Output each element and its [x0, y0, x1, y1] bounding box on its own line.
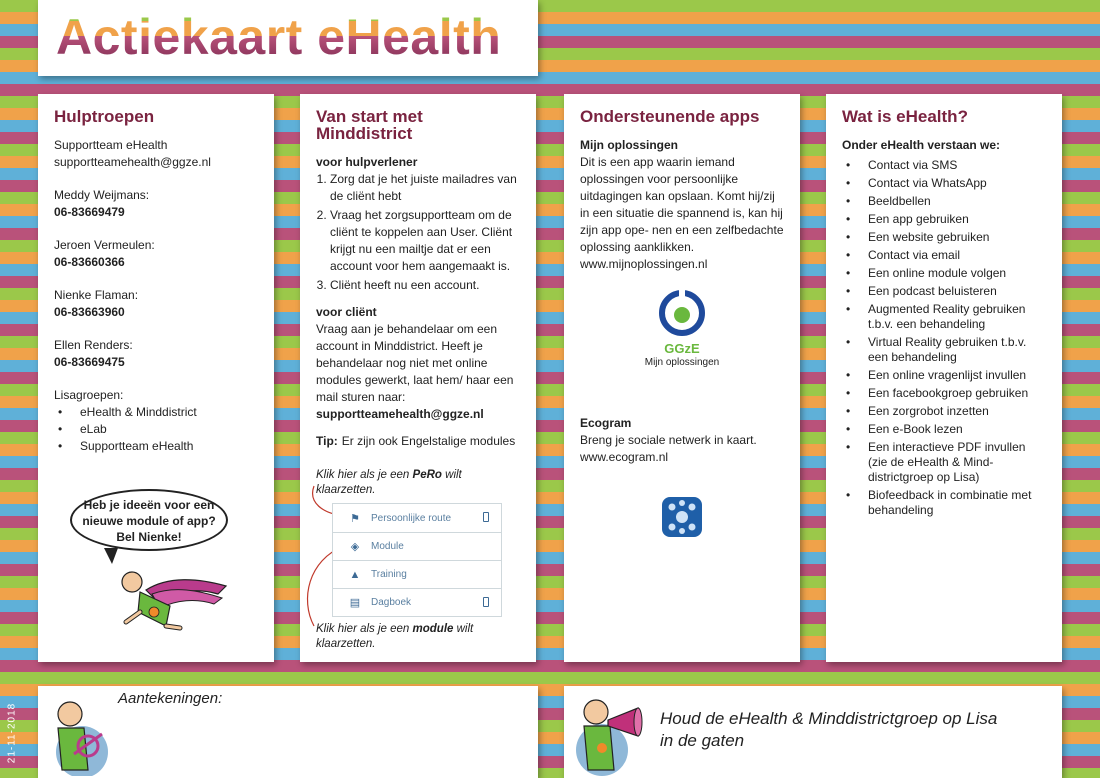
flag-icon: ⚑	[350, 512, 360, 525]
step-item: 2. Vraag het zorgsupportteam om de cliënt te koppelen aan User. Cliënt krijgt nu een mailtje dat er een account voor hem aangemaakt is.	[330, 207, 520, 275]
support-label: Supportteam eHealth	[54, 138, 168, 152]
tip-label: Tip:	[316, 434, 338, 448]
contact-phone: 06-83663960	[54, 305, 125, 319]
app1-url[interactable]: www.mijnoplossingen.nl	[580, 257, 708, 271]
book-icon: ▤	[349, 597, 361, 609]
bubble-text: Heb je ideeën voor een nieuwe module of app? Bel Nienke!	[82, 498, 216, 544]
ehealth-item: • Virtual Reality gebruiken t.b.v. een behandeling	[842, 335, 1046, 365]
step-item: 1. Zorg dat je het juiste mailadres van de cliënt hebt	[330, 171, 520, 205]
title-panel	[38, 0, 538, 76]
ehealth-item: • Een e-Book lezen	[842, 422, 1046, 437]
apps-panel	[564, 94, 800, 662]
client-text: Vraag aan je behandelaar om een account in Minddistrict. Heeft je behandelaar nog niet met online modules gewerkt, laat hem/ haar een mail sturen naar:	[316, 322, 514, 404]
speech-bubble	[70, 489, 228, 551]
steps-list	[316, 171, 520, 294]
menu-item-persoonlijke-route[interactable]: ⚑ Persoonlijke route	[333, 504, 501, 532]
contact-name: Nienke Flaman:	[54, 288, 139, 302]
ehealth-item: • Contact via WhatsApp	[842, 176, 1046, 191]
ehealth-item: • Een website gebruiken	[842, 230, 1046, 245]
ggze-logo-icon	[658, 289, 706, 337]
date-label	[4, 690, 20, 776]
lisa-group-item: • Supportteam eHealth	[54, 438, 258, 455]
contact-name: Jeroen Vermeulen:	[54, 238, 155, 252]
ggze-logo	[580, 289, 784, 369]
client-label: voor cliënt	[316, 305, 377, 319]
bubble-tail	[104, 548, 118, 564]
mobile-icon	[483, 512, 489, 522]
pero-note: Klik hier als je een PeRo wilt klaarzetten.	[316, 469, 462, 496]
cubes-icon: ◈	[350, 541, 360, 553]
notes-panel	[38, 686, 538, 778]
mobile-icon	[483, 597, 489, 607]
ehealth-item: • Een zorgrobot inzetten	[842, 404, 1046, 419]
contact-name: Ellen Renders:	[54, 338, 133, 352]
wat-intro: Onder eHealth verstaan we:	[842, 138, 1001, 152]
wat-panel	[826, 94, 1062, 662]
minddistrict-menu	[332, 503, 502, 617]
graduation-cap-icon: ▲	[349, 568, 361, 581]
menu-item-training[interactable]: ▲ Training	[333, 560, 501, 588]
contact-phone: 06-83669475	[54, 355, 125, 369]
client-email[interactable]: supportteamehealth@ggze.nl	[316, 407, 484, 421]
ehealth-item: • Een app gebruiken	[842, 212, 1046, 227]
megaphone-figure-icon	[572, 694, 652, 776]
ehealth-item: • Biofeedback in combinatie met behandeling	[842, 488, 1046, 518]
ehealth-item: • Een online module volgen	[842, 266, 1046, 281]
ecogram-app-icon	[661, 496, 703, 538]
support-email[interactable]: supportteamehealth@ggze.nl	[54, 155, 211, 169]
step-item: 3. Cliënt heeft nu een account.	[330, 277, 520, 294]
hulpverlener-label: voor hulpverlener	[316, 155, 418, 169]
module-note: Klik hier als je een module wilt klaarzetten.	[316, 623, 474, 650]
contact-name: Meddy Weijmans:	[54, 188, 150, 202]
app2-url[interactable]: www.ecogram.nl	[580, 450, 669, 464]
app2-name: Ecogram	[580, 416, 632, 430]
figure-with-pen-icon	[44, 694, 110, 776]
app1-text: Dit is een app waarin iemand oplossingen voor persoonlijke uitdagingen kan opslaan. Komt hij/zij in een situatie die spannend is, kan hij zijn app ope- nen en een zelfbedachte oplossing aanklikken.	[580, 155, 784, 254]
lisa-label: Lisagroepen:	[54, 388, 124, 402]
tip-text: Er zijn ook Engelstalige modules	[341, 434, 516, 448]
tip-row	[316, 433, 520, 450]
ehealth-item: • Beeldbellen	[842, 194, 1046, 209]
ehealth-item: • Een podcast beluisteren	[842, 284, 1046, 299]
app1-name: Mijn oplossingen	[580, 138, 678, 152]
notes-label: Aantekeningen:	[118, 690, 223, 707]
lisa-group-item: • eHealth & Minddistrict	[54, 404, 258, 421]
lisa-reminder-text: Houd de eHealth & Minddistrictgroep op Lisa in de gaten	[660, 709, 998, 750]
date-text: 21-11-2018	[6, 702, 18, 764]
app2-text: Breng je sociale netwerk in kaart.	[580, 433, 757, 447]
lisa-group-list	[54, 404, 258, 455]
page-title: Actiekaart eHealth	[56, 9, 502, 65]
lisa-reminder-panel	[564, 686, 1062, 778]
ehealth-item: • Augmented Reality gebruiken t.b.v. een behandeling	[842, 302, 1046, 332]
logo-caption: Mijn oplossingen	[644, 357, 720, 368]
wat-heading: Wat is eHealth?	[842, 107, 968, 126]
ehealth-item: • Een facebookgroep gebruiken	[842, 386, 1046, 401]
ehealth-item: • Contact via email	[842, 248, 1046, 263]
minddistrict-heading: Van start met Minddistrict	[316, 107, 423, 143]
menu-item-module[interactable]: ◈ Module	[333, 532, 501, 560]
contact-phone: 06-83669479	[54, 205, 125, 219]
ehealth-list	[842, 158, 1046, 518]
superhero-figure-icon	[118, 568, 230, 636]
apps-heading: Ondersteunende apps	[580, 107, 760, 126]
menu-item-dagboek[interactable]: ▤ Dagboek	[333, 588, 501, 616]
hulptroepen-heading: Hulptroepen	[54, 107, 155, 126]
logo-brand: GGzE	[664, 341, 700, 356]
ehealth-item: • Contact via SMS	[842, 158, 1046, 173]
ehealth-item: • Een interactieve PDF invullen (zie de eHealth & Mind- districtgroep op Lisa)	[842, 440, 1046, 485]
ehealth-item: • Een online vragenlijst invullen	[842, 368, 1046, 383]
lisa-group-item: • eLab	[54, 421, 258, 438]
contact-phone: 06-83660366	[54, 255, 125, 269]
